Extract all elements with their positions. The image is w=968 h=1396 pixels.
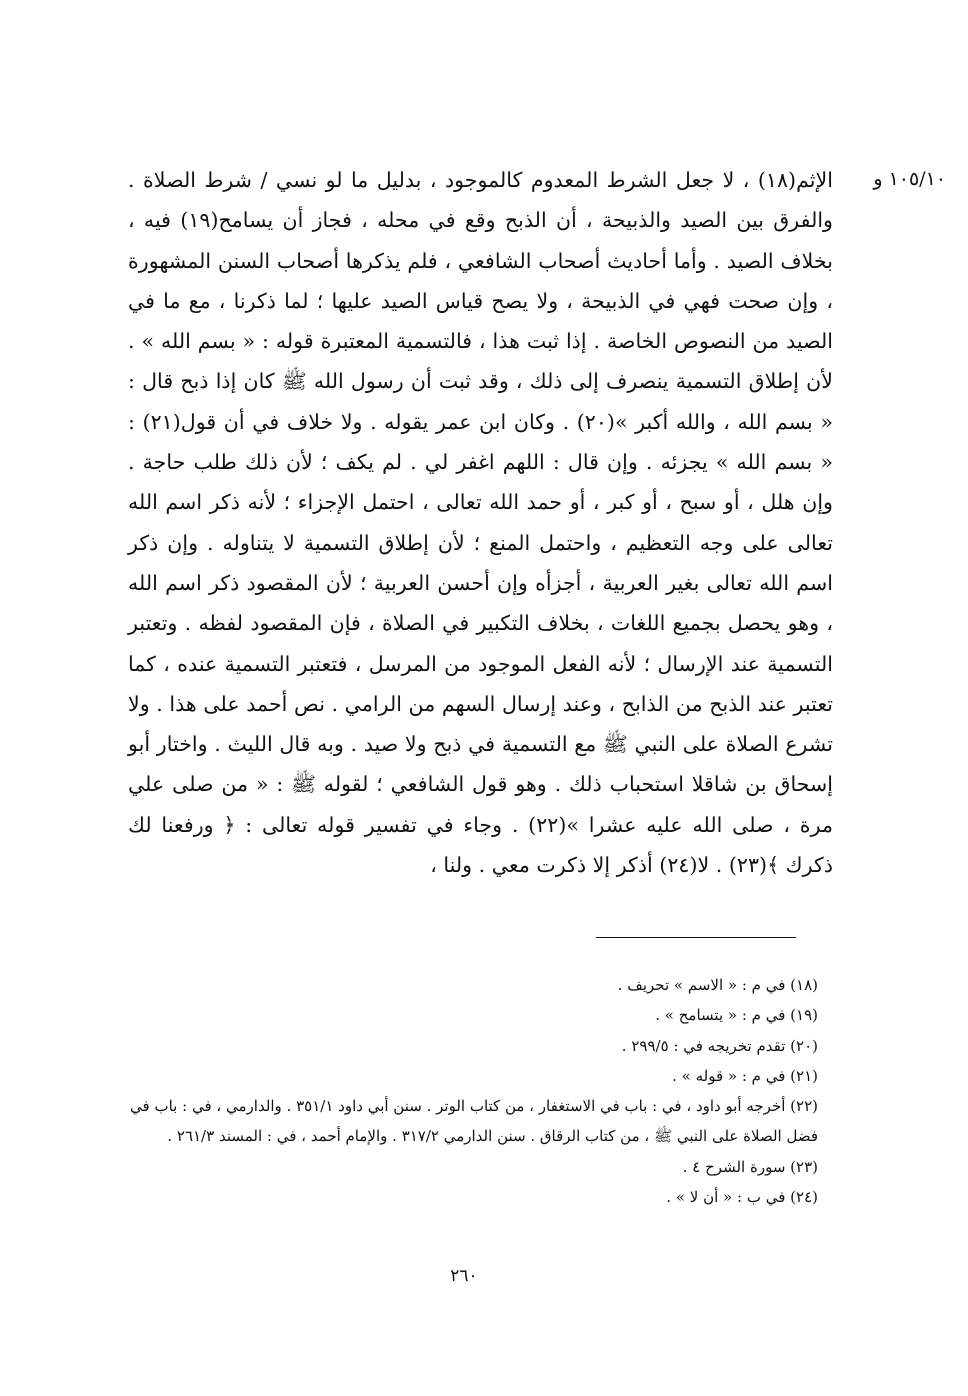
footnote-divider [596,937,796,938]
footnote-20: (٢٠) تقدم تخريجه في : ٢٩٩/٥ . [621,1036,818,1055]
page-number: ٢٦٠ [450,1266,478,1286]
footnote-18: (١٨) في م : « الاسم » تحريف . [617,976,818,994]
footnote-23: (٢٣) سورة الشرح ٤ . [682,1157,818,1176]
main-paragraph: الإثم(١٨) ، لا جعل الشرط المعدوم كالموجود ، بدليل ما لو نسي / شرط الصلاة . والفرق بين الصيد والذبيحة ، أن الذبح وقع في محله ، فجاز أن يسامح(١٩) فيه ، بخلاف الصيد . وأما أحاديث أصحاب الشافعي ، فلم يذكرها أصحاب السنن المشهورة ، وإن صحت فهي في الذبيحة ، ولا يصح قياس الصيد عليها ؛ لما ذكرنا ، مع ما في الصيد من النصوص الخاصة . إذا ثبت هذا ، فالتسمية المعتبرة قوله : « بسم الله » . لأن إطلاق التسمية ينصرف إلى ذلك ، وقد ثبت أن رسول الله ﷺ كان إذا ذبح قال : « بسم الله ، والله أكبر »(٢٠) . وكان ابن عمر يقوله . ولا خلاف في أن قول(٢١) : « بسم الله » يجزئه . وإن قال : اللهم اغفر لي . لم يكف ؛ لأن ذلك طلب حاجة . وإن هلل ، أو سبح ، أو كبر ، أو حمد الله تعالى ، احتمل الإجزاء ؛ لأنه ذكر اسم الله تعالى على وجه التعظيم ، واحتمل المنع ؛ لأن إطلاق التسمية لا يتناوله . وإن ذكر اسم الله تعالى بغير العربية ، أجزأه وإن أحسن العربية ؛ لأن المقصود ذكر اسم الله ، وهو يحصل بجميع اللغات ، بخلاف التكبير في الصلاة ، فإن المقصود لفظه . وتعتبر التسمية عند الإرسال ؛ لأنه الفعل الموجود من المرسل ، فتعتبر التسمية عنده ، كما تعتبر عند الذبح من الذابح ، وعند إرسال السهم من الرامي . نص أحمد على هذا . ولا تشرع الصلاة على النبي ﷺ مع التسمية في ذبح ولا صيد . وبه قال الليث . واختار أبو إسحاق بن شاقلا استحباب ذلك . وهو قول الشافعي ؛ لقوله ﷺ : « من صلى علي مرة ، صلى الله عليه عشرا »(٢٢) . وجاء في تفسير قوله تعالى : ﴿ ورفعنا لك ذكرك ﴾(٢٣) . لا(٢٤) أذكر إلا ذكرت معي . ولنا ، [128,168,834,878]
footnote-21: (٢١) في م : « قوله » . [672,1066,818,1085]
footnote-24: (٢٤) في ب : « أن لا » . [666,1188,818,1207]
main-text-block [128,160,833,885]
footnote-19: (١٩) في م : « يتسامح » . [655,1006,818,1025]
footnotes [128,970,818,1212]
margin-folio-reference: ١٠٥/١٠ و [873,168,946,190]
footnote-22: (٢٢) أخرجه أبو داود ، في : باب في الاستغفار ، من كتاب الوتر . سنن أبي داود ٣٥١/١ . والدارمي ، في : باب في فضل الصلاة على النبي ﷺ ، من كتاب الرقاق . سنن الدارمي ٣١٧/٢ . والإمام أحمد ، في : المسند ٢٦١/٣ . [130,1097,818,1146]
